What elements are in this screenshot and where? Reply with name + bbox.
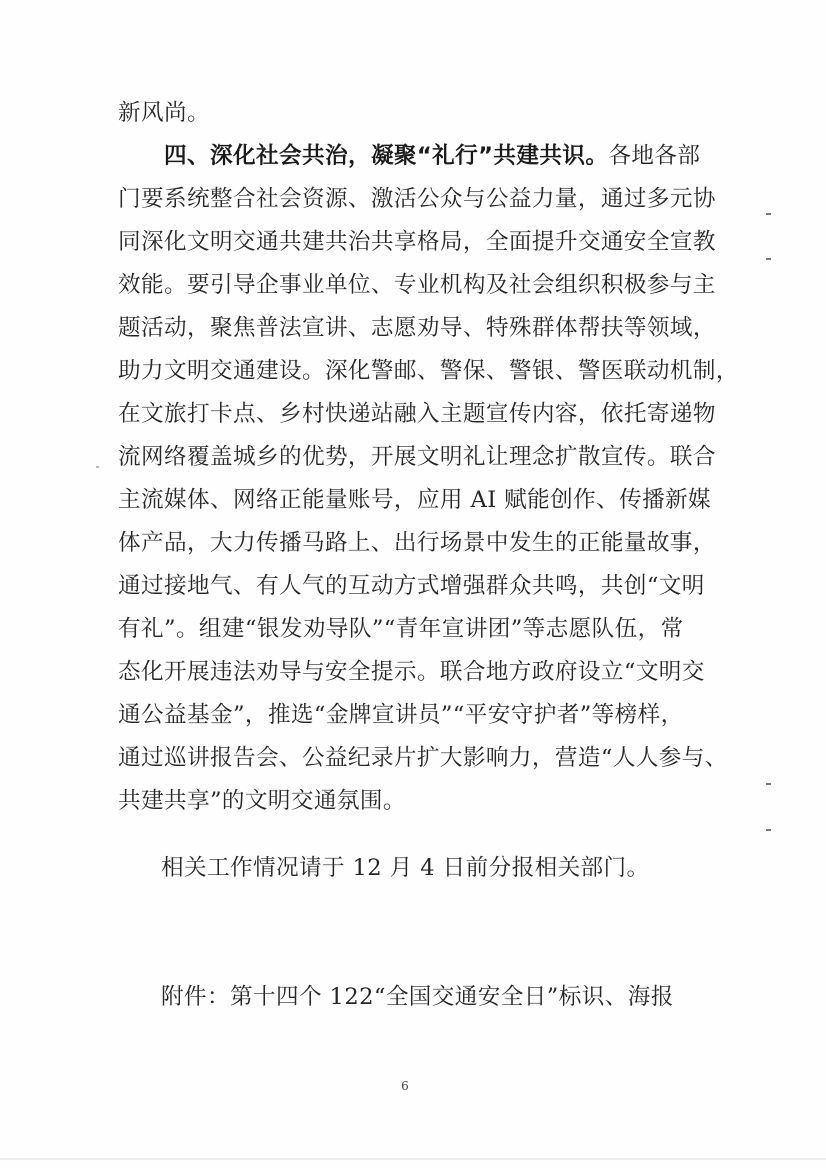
paragraph-line: 通过接地气、有人气的互动方式增强群众共鸣，共创“文明 [118, 573, 705, 599]
paragraph-text: 各地各部 [608, 143, 701, 169]
section-heading-line [164, 139, 704, 173]
scan-mark [766, 213, 771, 215]
paragraph-line: 共建共享”的文明交通氛围。 [118, 788, 406, 814]
page-number: 6 [401, 1079, 409, 1093]
paragraph-line: 态化开展违法劝导与安全提示。联合地方政府设立“文明交 [118, 659, 705, 685]
paragraph-line: 题活动，聚焦普法宣讲、志愿劝导、特殊群体帮扶等领域， [118, 315, 716, 341]
report-deadline-line: 相关工作情况请于 12 月 4 日前分报相关部门。 [161, 855, 650, 881]
paragraph-line: 新风尚。 [118, 100, 210, 126]
scan-mark [766, 829, 771, 831]
paragraph-line: 主流媒体、网络正能量账号，应用 AI 赋能创作、传播新媒 [118, 487, 712, 513]
paragraph-line: 通公益基金”，推选“金牌宣讲员”“平安守护者”等榜样， [118, 702, 684, 728]
section-heading: 四、深化社会共治，凝聚“礼行”共建共识。 [164, 143, 609, 169]
paragraph-line: 流网络覆盖城乡的优势，开展文明礼让理念扩散宣传。联合 [118, 444, 716, 470]
scan-mark [766, 258, 771, 260]
paragraph-line: 体产品，大力传播马路上、出行场景中发生的正能量故事， [118, 530, 716, 556]
attachment-line: 附件：第十四个 122“全国交通安全日”标识、海报 [161, 984, 674, 1010]
paragraph-line: 门要系统整合社会资源、激活公众与公益力量，通过多元协 [118, 186, 716, 212]
scan-mark [766, 783, 771, 785]
paragraph-line: 同深化文明交通共建共治共享格局，全面提升交通安全宣教 [118, 229, 716, 255]
scan-speck [96, 466, 99, 468]
paragraph-line: 在文旅打卡点、乡村快递站融入主题宣传内容，依托寄递物 [118, 401, 716, 427]
paragraph-line: 效能。要引导企事业单位、专业机构及社会组织积极参与主 [118, 272, 716, 298]
page-bottom-edge [0, 1158, 826, 1160]
paragraph-line: 通过巡讲报告会、公益纪录片扩大影响力，营造“人人参与、 [118, 745, 728, 771]
paragraph-line: 有礼”。组建“银发劝导队”“青年宣讲团”等志愿队伍，常 [118, 616, 684, 642]
paragraph-line: 助力文明交通建设。深化警邮、警保、警银、警医联动机制， [118, 358, 739, 384]
